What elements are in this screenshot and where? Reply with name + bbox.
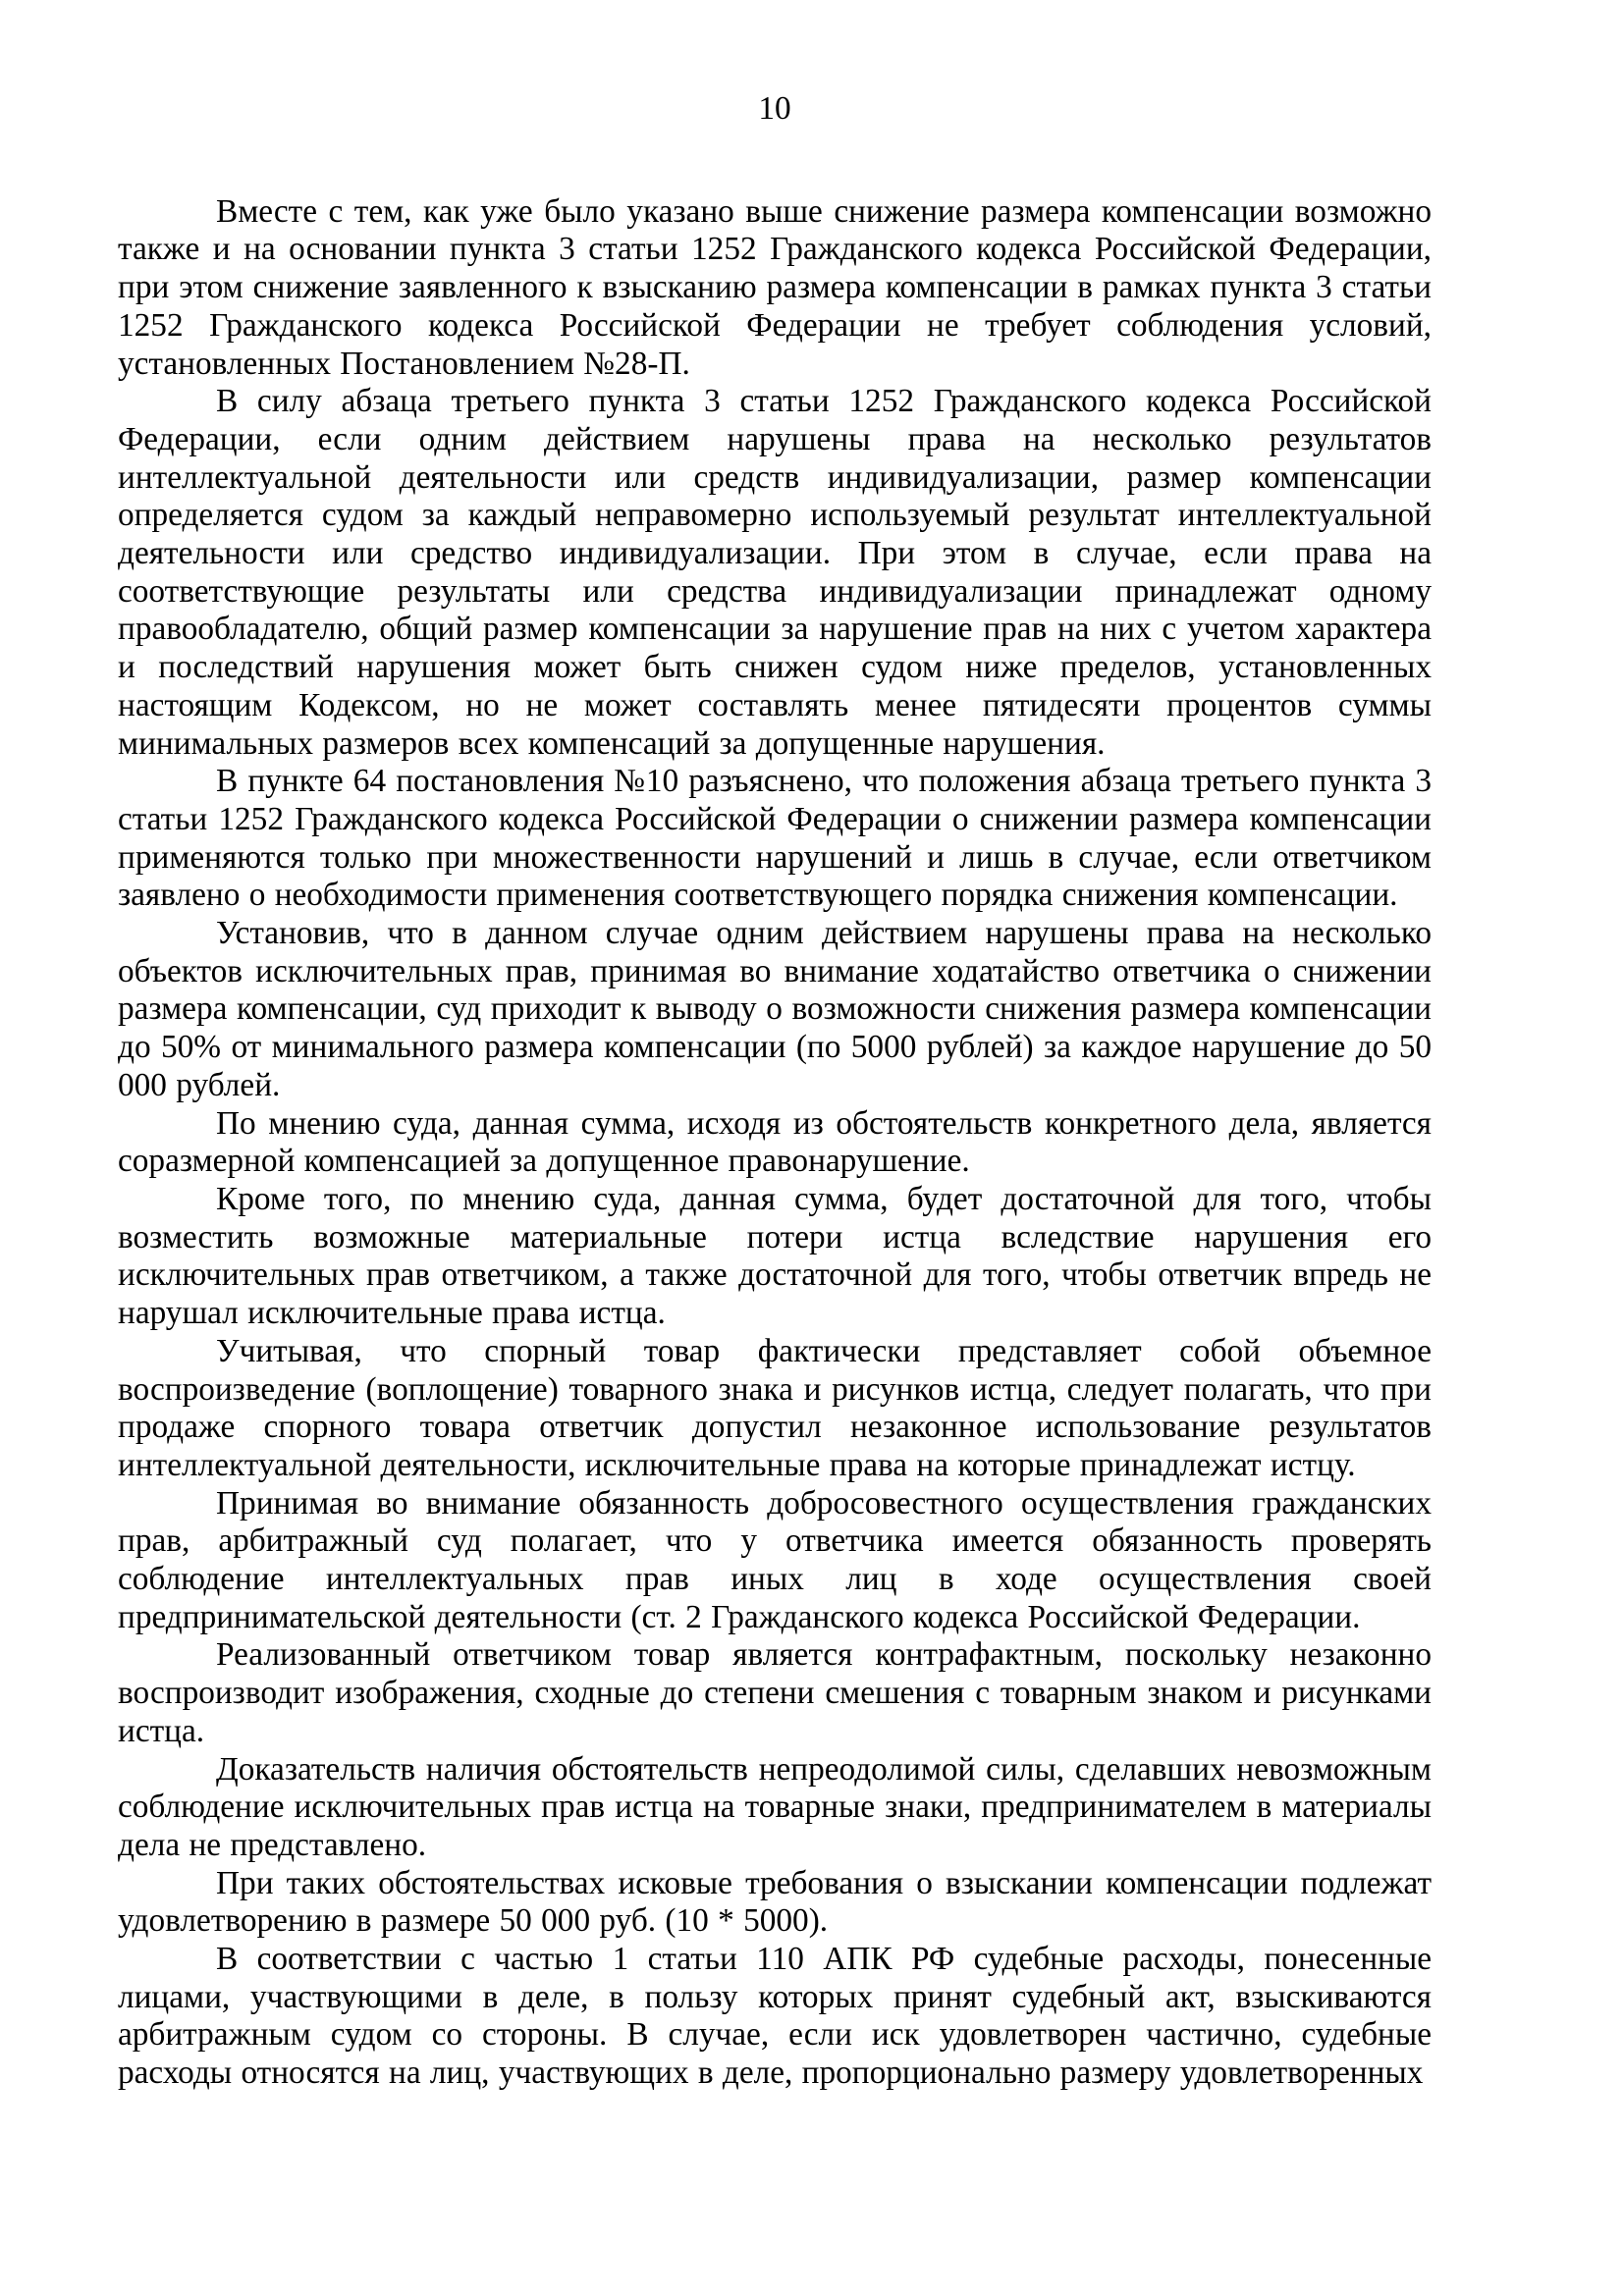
paragraph: Доказательств наличия обстоятельств непреодолимой силы, сделавших невозможным соблюдение исключительных прав истца на товарные знаки, предпринимателем в материалы дела не представлено. — [118, 1750, 1432, 1863]
paragraph: Установив, что в данном случае одним действием нарушены права на несколько объектов исключительных прав, принимая во внимание ходатайство ответчика о снижении размера компенсации, суд приходит к выводу о возможности снижения размера компенсации до 50% от минимального размера компенсации (по 5000 рублей) за каждое нарушение до 50 000 рублей. — [118, 915, 1432, 1103]
document-body — [118, 193, 1432, 2093]
paragraph: Учитывая, что спорный товар фактически представляет собой объемное воспроизведение (воплощение) товарного знака и рисунков истца, следует полагать, что при продаже спорного товара ответчик допустил незаконное использование результатов интеллектуальной деятельности, исключительные права на которые принадлежат истцу. — [118, 1332, 1432, 1483]
paragraph: В соответствии с частью 1 статьи 110 АПК РФ судебные расходы, понесенные лицами, участвующими в деле, в пользу которых принят судебный акт, взыскиваются арбитражным судом со стороны. В случае, если иск удовлетворен частично, судебные расходы относятся на лиц, участвующих в деле, пропорционально размеру удовлетворенных — [118, 1941, 1432, 2092]
paragraph: По мнению суда, данная сумма, исходя из обстоятельств конкретного дела, является соразмерной компенсацией за допущенное правонарушение. — [118, 1104, 1432, 1180]
paragraph: Кроме того, по мнению суда, данная сумма, будет достаточной для того, чтобы возместить возможные материальные потери истца вследствие нарушения его исключительных прав ответчиком, а также достаточной для того, чтобы ответчик впредь не нарушал исключительные права истца. — [118, 1180, 1432, 1332]
text-column — [118, 0, 1432, 2093]
paragraph: В силу абзаца третьего пункта 3 статьи 1252 Гражданского кодекса Российской Федерации, если одним действием нарушены права на несколько результатов интеллектуальной деятельности или средств индивидуализации, размер компенсации определяется судом за каждый неправомерно используемый результат интеллектуальной деятельности или средство индивидуализации. При этом в случае, если права на соответствующие результаты или средства индивидуализации принадлежат одному правообладателю, общий размер компенсации за нарушение прав на них с учетом характера и последствий нарушения может быть снижен судом ниже пределов, установленных настоящим Кодексом, но не может составлять менее пятидесяти процентов суммы минимальных размеров всех компенсаций за допущенные нарушения. — [118, 383, 1432, 762]
paragraph: Вместе с тем, как уже было указано выше снижение размера компенсации возможно также и на основании пункта 3 статьи 1252 Гражданского кодекса Российской Федерации, при этом снижение заявленного к взысканию размера компенсации в рамках пункта 3 статьи 1252 Гражданского кодекса Российской Федерации не требует соблюдения условий, установленных Постановлением №28-П. — [118, 192, 1432, 382]
paragraph: В пункте 64 постановления №10 разъяснено, что положения абзаца третьего пункта 3 статьи 1252 Гражданского кодекса Российской Федерации о снижении размера компенсации применяются только при множественности нарушений и лишь в случае, если ответчиком заявлено о необходимости применения соответствующего порядка снижения компенсации. — [118, 763, 1432, 914]
paragraph: Принимая во внимание обязанность добросовестного осуществления гражданских прав, арбитражный суд полагает, что у ответчика имеется обязанность проверять соблюдение интеллектуальных прав иных лиц в ходе осуществления своей предпринимательской деятельности (ст. 2 Гражданского кодекса Российской Федерации. — [118, 1484, 1432, 1635]
page-number: 10 — [758, 90, 791, 127]
paragraph: При таких обстоятельствах исковые требования о взыскании компенсации подлежат удовлетворению в размере 50 000 руб. (10 * 5000). — [118, 1864, 1432, 1940]
paragraph: Реализованный ответчиком товар является контрафактным, поскольку незаконно воспроизводит изображения, сходные до степени смешения с товарным знаком и рисунками истца. — [118, 1636, 1432, 1749]
